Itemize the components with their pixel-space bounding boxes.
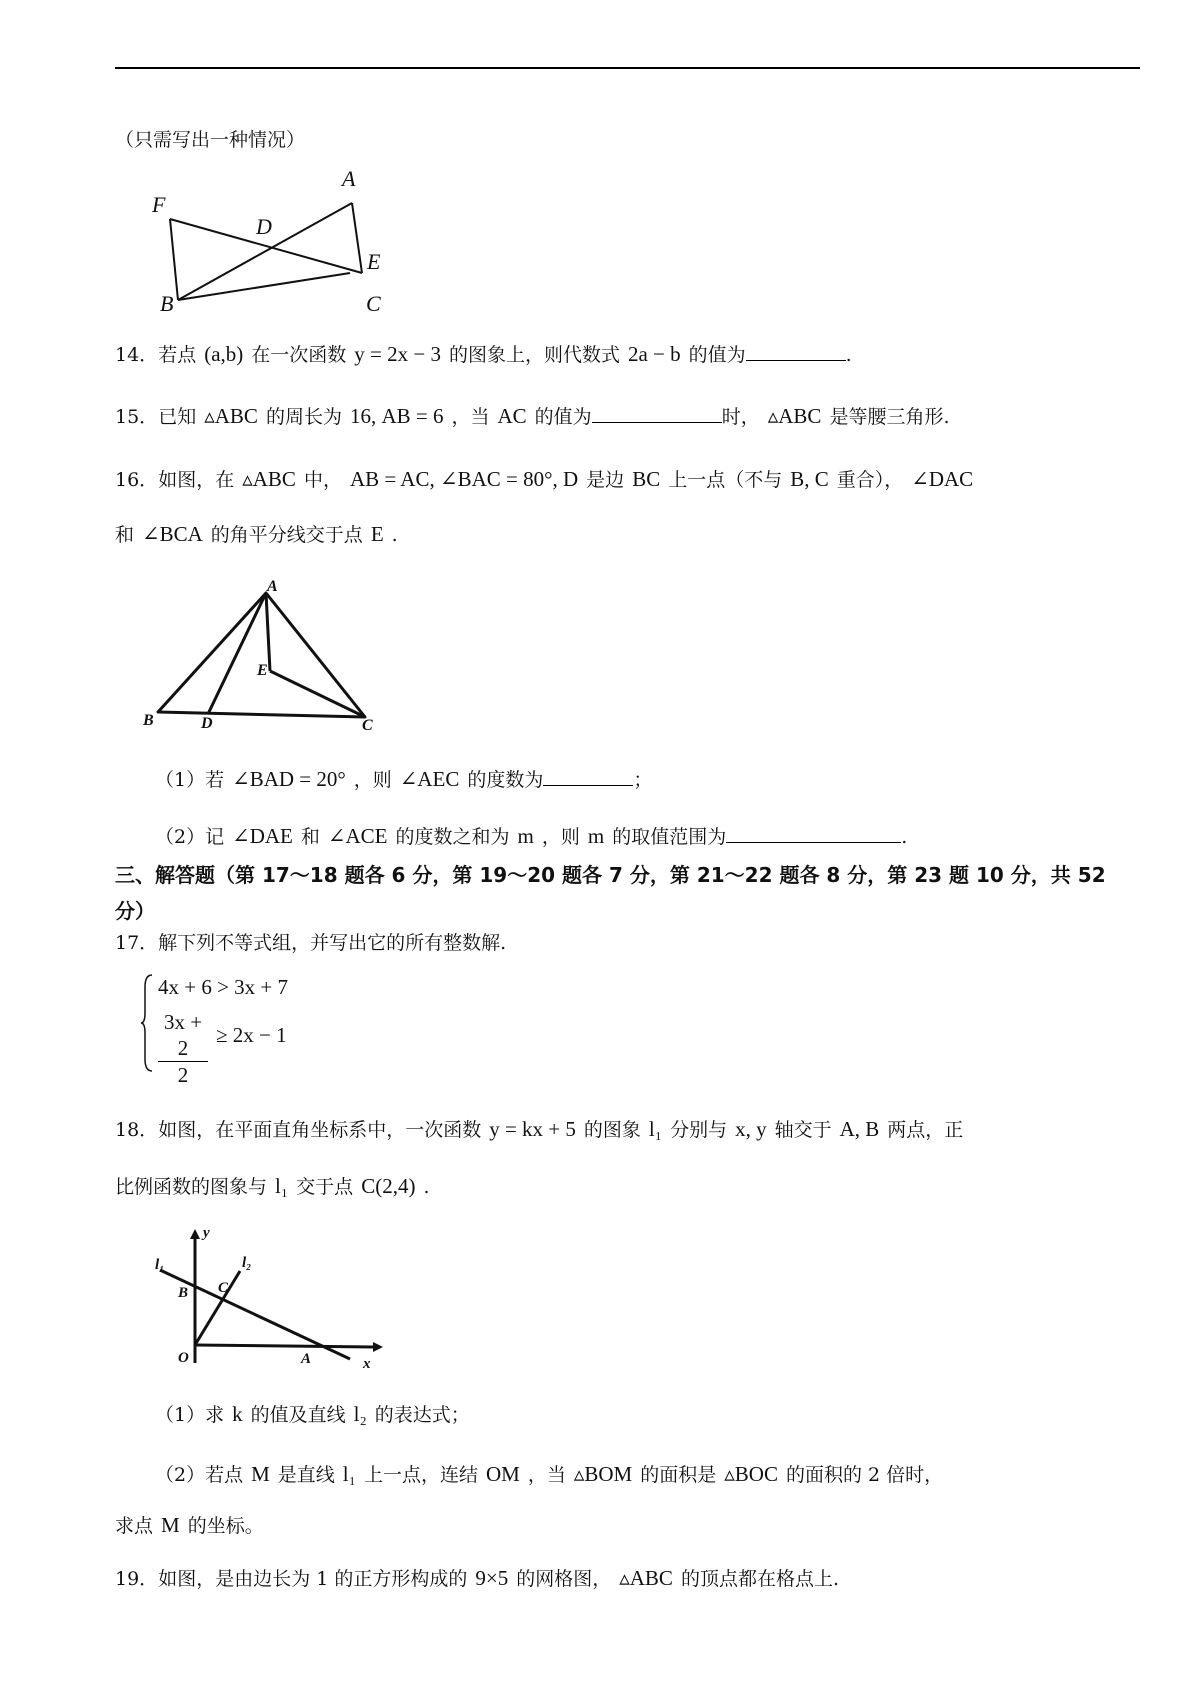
answer-blank (592, 404, 722, 423)
label-E: E (367, 249, 381, 274)
question-18-part2: （2）若点 M 是直线 l₁ 上一点，连结 OM ，当 ▵BOM 的面积是 ▵BOC 的面积的 2 倍时， (155, 1462, 944, 1486)
label-A: A (301, 1351, 312, 1367)
label-O: O (178, 1350, 189, 1366)
answer-blank (726, 824, 901, 843)
question-16: 16．如图，在 ▵ABC 中， AB = AC, ∠BAC = 80°, D 是边 BC 上一点（不与 B, C 重合）， ∠DAC (115, 467, 974, 491)
figure-quadrilateral (140, 165, 400, 325)
label-C: C (218, 1280, 229, 1296)
label-A: A (267, 578, 278, 595)
header-rule (115, 67, 1140, 69)
question-18: 18．如图，在平面直角坐标系中，一次函数 y = kx + 5 的图象 l₁ 分别与 x, y 轴交于 A, B 两点，正 (115, 1117, 964, 1141)
question-18-part1: （1）求 k 的值及直线 l₂ 的表达式； (155, 1402, 470, 1426)
fraction-numerator: 3x + 2 (158, 1009, 208, 1062)
label-E: E (257, 662, 268, 679)
label-x: x (363, 1356, 371, 1372)
intro-note: （只需写出一种情况） (115, 129, 306, 151)
label-D: D (201, 715, 213, 730)
question-19: 19．如图，是由边长为 1 的正方形构成的 9×5 的网格图， ▵ABC 的顶点都在格点上. (115, 1566, 839, 1590)
label-l1: l₁ (155, 1257, 165, 1273)
answer-blank (746, 342, 846, 361)
question-16-part1: （1）若 ∠BAD = 20° ，则 ∠AEC 的度数为 ； (155, 767, 653, 791)
label-C: C (362, 717, 373, 730)
label-F: F (152, 192, 166, 217)
question-16-part2: （2）记 ∠DAE 和 ∠ACE 的度数之和为 m ，则 m 的取值范围为 . (155, 824, 908, 848)
label-y: y (203, 1225, 210, 1241)
label-B: B (160, 291, 174, 316)
fraction-denominator: 2 (177, 1063, 189, 1087)
inequality-2: ≥ 2x − 1 (216, 1023, 287, 1047)
question-14: 14．若点 (a,b) 在一次函数 y = 2x − 3 的图象上，则代数式 2a − b 的值为 . (115, 342, 852, 366)
label-D: D (256, 214, 272, 239)
question-17: 17．解下列不等式组，并写出它的所有整数解. (115, 932, 507, 954)
section-heading: 三、解答题（第 17～18 题各 6 分，第 19～20 题各 7 分，第 21～22 题各 8 分，第 23 题 10 分，共 52 分） (115, 863, 1106, 923)
inequality-1: 4x + 6 > 3x + 7 (158, 975, 289, 999)
question-18-line2: 比例函数的图象与 l₁ 交于点 C(2,4) . (115, 1174, 430, 1198)
label-B: B (143, 712, 154, 729)
fraction (158, 1009, 208, 1088)
label-B: B (178, 1285, 189, 1301)
answer-blank (543, 767, 633, 786)
figure-coordinate (145, 1225, 385, 1385)
question-16-line2: 和 ∠BCA 的角平分线交于点 E . (115, 522, 398, 546)
label-l2: l₂ (242, 1255, 252, 1271)
label-A: A (342, 166, 356, 191)
figure-triangle (140, 575, 380, 730)
question-15: 15．已知 ▵ABC 的周长为 16, AB = 6 ，当 AC 的值为 时， ▵ABC 是等腰三角形. (115, 404, 950, 428)
brace-symbol (140, 973, 154, 1073)
label-C: C (366, 291, 381, 316)
question-18-part2-line2: 求点 M 的坐标。 (115, 1513, 264, 1537)
